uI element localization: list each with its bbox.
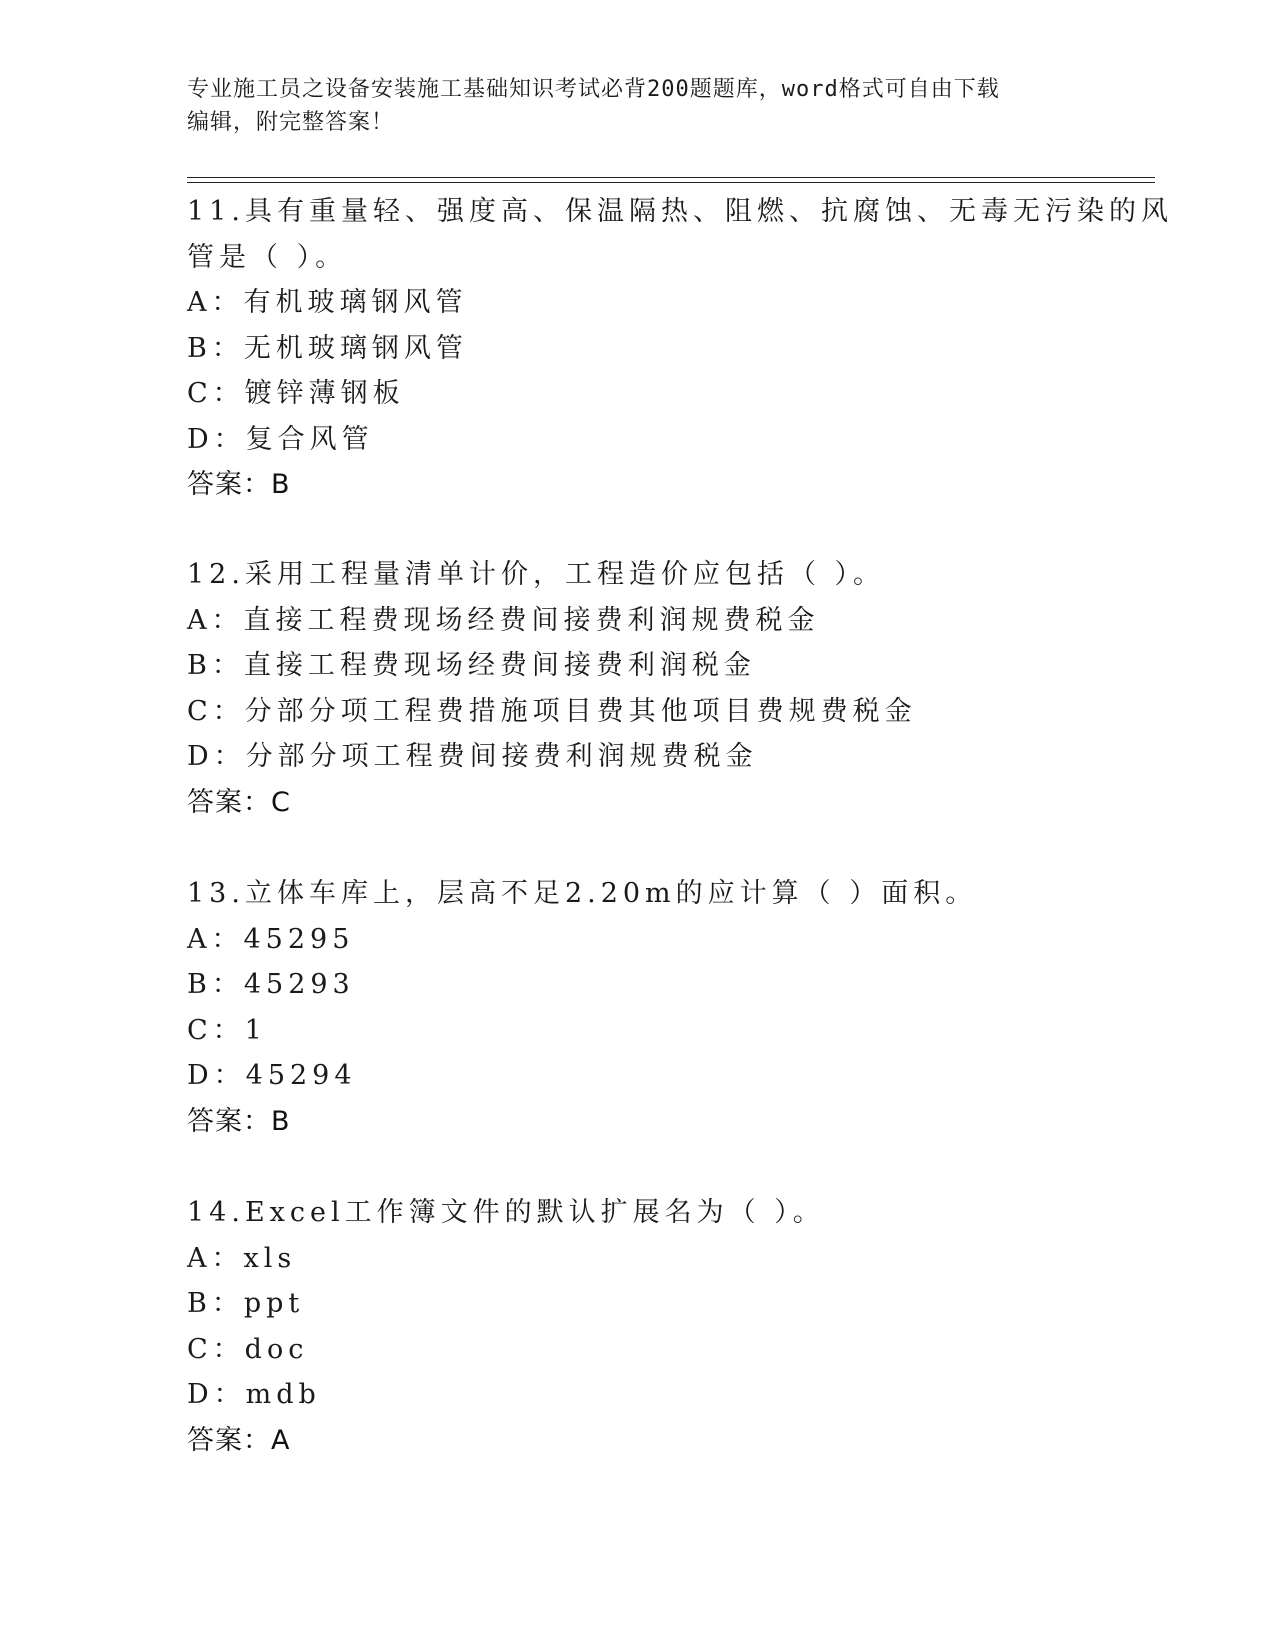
option-c: C：1 [187, 1014, 267, 1046]
answer-label: 答案：B [187, 1105, 291, 1137]
option-c: C：doc [187, 1333, 309, 1365]
header-line-2: 编辑，附完整答案！ [187, 110, 395, 135]
question-13 [187, 871, 1137, 1144]
answer-label: 答案：B [187, 469, 291, 500]
option-d: D：mdb [187, 1379, 321, 1410]
question-stem: 13.立体车库上，层高不足2.20m的应计算（ ）面积。 [187, 878, 978, 909]
answer-label: 答案：C [187, 786, 291, 818]
question-stem: 14.Excel工作簿文件的默认扩展名为（ ）。 [187, 1197, 825, 1228]
option-c: C：镀锌薄钢板 [187, 378, 405, 409]
option-b: B：无机玻璃钢风管 [187, 332, 468, 364]
header-divider-top [187, 177, 1155, 178]
option-d: D：45294 [187, 1060, 357, 1091]
header-divider-bottom [187, 182, 1155, 183]
question-11 [187, 189, 1173, 508]
option-a: A：45295 [187, 923, 355, 955]
question-14 [187, 1190, 1137, 1463]
option-c: C：分部分项工程费措施项目费其他项目费规费税金 [187, 695, 917, 727]
question-stem: 11.具有重量轻、强度高、保温隔热、阻燃、抗腐蚀、无毒无污染的风 [187, 196, 1173, 227]
answer-label: 答案：A [187, 1424, 291, 1456]
question-stem: 12.采用工程量清单计价，工程造价应包括（ ）。 [187, 559, 886, 590]
option-b: B：直接工程费现场经费间接费利润税金 [187, 650, 756, 681]
option-d: D：复合风管 [187, 423, 374, 455]
header-line-1: 专业施工员之设备安装施工基础知识考试必背200题题库，word格式可自由下载 [187, 77, 1000, 102]
option-b: B：ppt [187, 1288, 305, 1319]
option-a: A：有机玻璃钢风管 [187, 287, 468, 318]
option-b: B：45293 [187, 969, 355, 1000]
option-a: A：xls [187, 1242, 297, 1274]
option-d: D：分部分项工程费间接费利润规费税金 [187, 741, 758, 772]
option-a: A：直接工程费现场经费间接费利润规费税金 [187, 604, 820, 636]
question-12 [187, 552, 1137, 825]
document-header [187, 73, 1087, 139]
question-stem-continued: 管是（ ）。 [187, 241, 348, 273]
